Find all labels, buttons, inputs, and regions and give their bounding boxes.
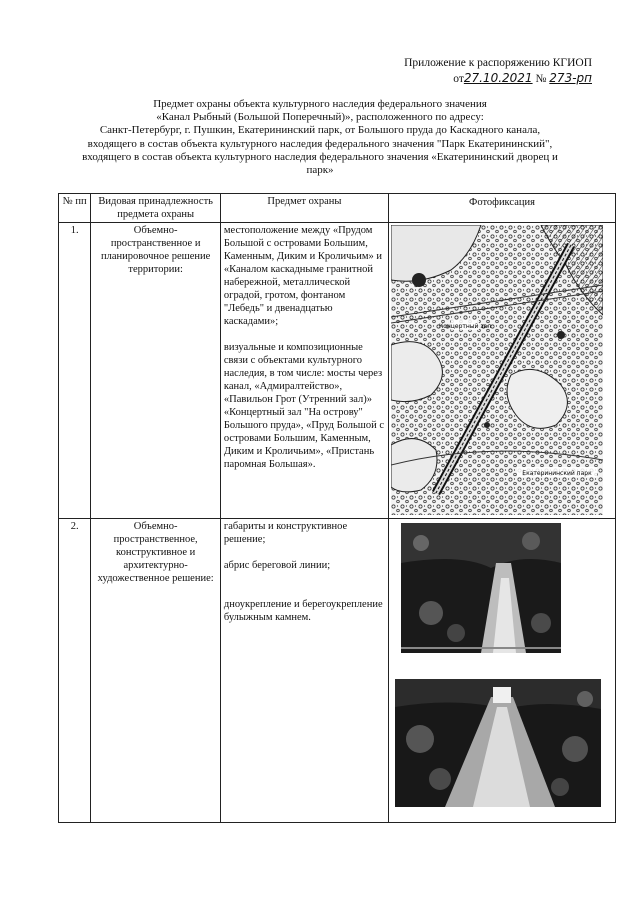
appendix-header: [404, 56, 592, 87]
subject-paragraph: местоположение между «Прудом Большой с островами Большим, Каменным, Диким и Кроличьим» и «Каналом каскадныме гранитной набережной, металлической оградой, гротом, фонтаном "Лебедь" и двенадцатью каскадами»;: [223, 225, 382, 327]
canal-photo-1: [401, 523, 613, 655]
appendix-date-line: [404, 71, 592, 87]
header-photo: Фотофиксация: [388, 194, 615, 223]
protection-table: [58, 193, 616, 823]
title-line: входящего в состав объекта культурного наследия федерального значения "Парк Екатерининский",: [87, 137, 553, 150]
subject-paragraph: габариты и конструктивное решение;: [223, 521, 348, 545]
row-num: 2.: [59, 519, 91, 823]
subject-paragraph: визуальные и композиционные связи с объектами культурного наследия, в том числе: мосты через канал, «Адмиралтейство», «Павильон Грот (Утренний зал)» «Концертный зал "На острову" Большого пруда», «Пруд Большой с островами Большим, Каменным, Диким и Кроличьим», «Пристань паромная Большая».: [223, 342, 385, 470]
row-kind: Объемно-пространственное, конструктивное и архитектурно-художественное решение:: [91, 519, 220, 823]
table-row: [59, 223, 616, 519]
header-kind: Видовая принадлежность предмета охраны: [91, 194, 220, 223]
date-value: 27.10.2021: [463, 71, 533, 85]
row-subject: [220, 519, 388, 823]
title-line: парк»: [306, 164, 334, 177]
canal-photo-2: [395, 679, 607, 807]
row-num: 1.: [59, 223, 91, 519]
table-row: [59, 519, 616, 823]
header-subject: Предмет охраны: [220, 194, 388, 223]
row-photo: [388, 519, 615, 823]
title-line: Предмет охраны объекта культурного наследия федерального значения: [153, 98, 487, 110]
number-prefix: №: [535, 73, 547, 85]
header-num: № пп: [59, 194, 91, 223]
subject-paragraph: дноукрепление и берегоукрепление булыжным камнем.: [223, 599, 383, 623]
row-photo: [388, 223, 615, 519]
title-line: входящего в состав объекта культурного наследия федерального значения «Екатерининский дворец и: [82, 150, 558, 163]
document-title: [40, 98, 600, 177]
title-line: Санкт-Петербург, г. Пушкин, Екатерининский парк, от Большого пруда до Каскадного канала,: [99, 124, 541, 137]
subject-paragraph: абрис береговой линии;: [223, 560, 331, 571]
site-map-image: [391, 225, 603, 515]
appendix-line: Приложение к распоряжению КГИОП: [404, 57, 592, 69]
map-label: Екатерининский парк: [522, 470, 592, 477]
title-line: «Канал Рыбный (Большой Поперечный)», расположенного по адресу:: [156, 111, 484, 124]
date-prefix: от: [453, 73, 464, 85]
map-label: Концертный зал: [438, 323, 492, 330]
number-value: 273-рп: [549, 71, 592, 85]
row-kind: Объемно-пространственное и планировочное решение территории:: [91, 223, 220, 519]
row-subject: [220, 223, 388, 519]
table-header-row: [59, 194, 616, 223]
